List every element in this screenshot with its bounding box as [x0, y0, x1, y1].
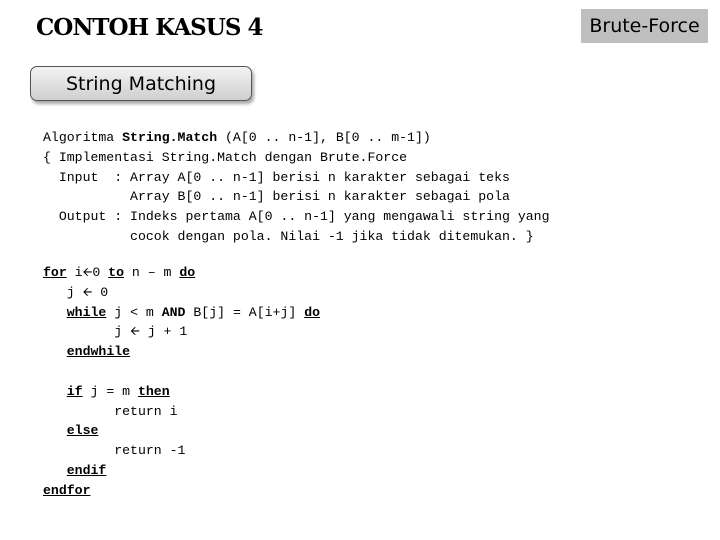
pseudocode-block	[43, 263, 320, 501]
code-line-5: endwhile	[66, 344, 131, 360]
section-heading: String Matching	[30, 66, 252, 101]
header-line-5: Output : Indeks pertama A[0 .. n-1] yang mengawali string yang	[43, 209, 550, 225]
header-line-6: cocok dengan pola. Nilai -1 jika tidak ditemukan. }	[43, 228, 534, 244]
algorithm-header	[43, 128, 549, 247]
code-line-6: if j = m then	[66, 383, 170, 399]
slide-title: CONTOH KASUS 4	[36, 14, 263, 41]
left-arrow-icon: 🡨	[82, 265, 93, 279]
code-line-3: while j < m AND B[j] = A[i+j] do	[66, 304, 321, 320]
code-line-9: return -1	[43, 443, 186, 459]
code-line-4: j 🡨 j + 1	[43, 324, 188, 340]
header-line-2: { Implementasi String.Match dengan Brute.Force	[43, 149, 408, 165]
left-arrow-icon: 🡨	[130, 324, 140, 339]
code-line-8: else	[66, 423, 99, 439]
left-arrow-icon: 🡨	[82, 284, 93, 299]
code-line-1: for i🡨0 to n – m do	[43, 265, 196, 280]
header-line-1: Algoritma String.Match (A[0 .. n-1], B[0 .. m-1])	[43, 130, 431, 145]
code-line-11: endfor	[43, 482, 91, 498]
topic-tag: Brute-Force	[581, 9, 708, 43]
code-line-2: j 🡨 0	[43, 284, 109, 300]
header-line-4: Array B[0 .. n-1] berisi n karakter sebagai pola	[43, 189, 510, 205]
code-line-7: return i	[43, 403, 178, 419]
code-line-10: endif	[66, 462, 107, 478]
header-line-3: Input : Array A[0 .. n-1] berisi n karakter sebagai teks	[43, 169, 510, 185]
